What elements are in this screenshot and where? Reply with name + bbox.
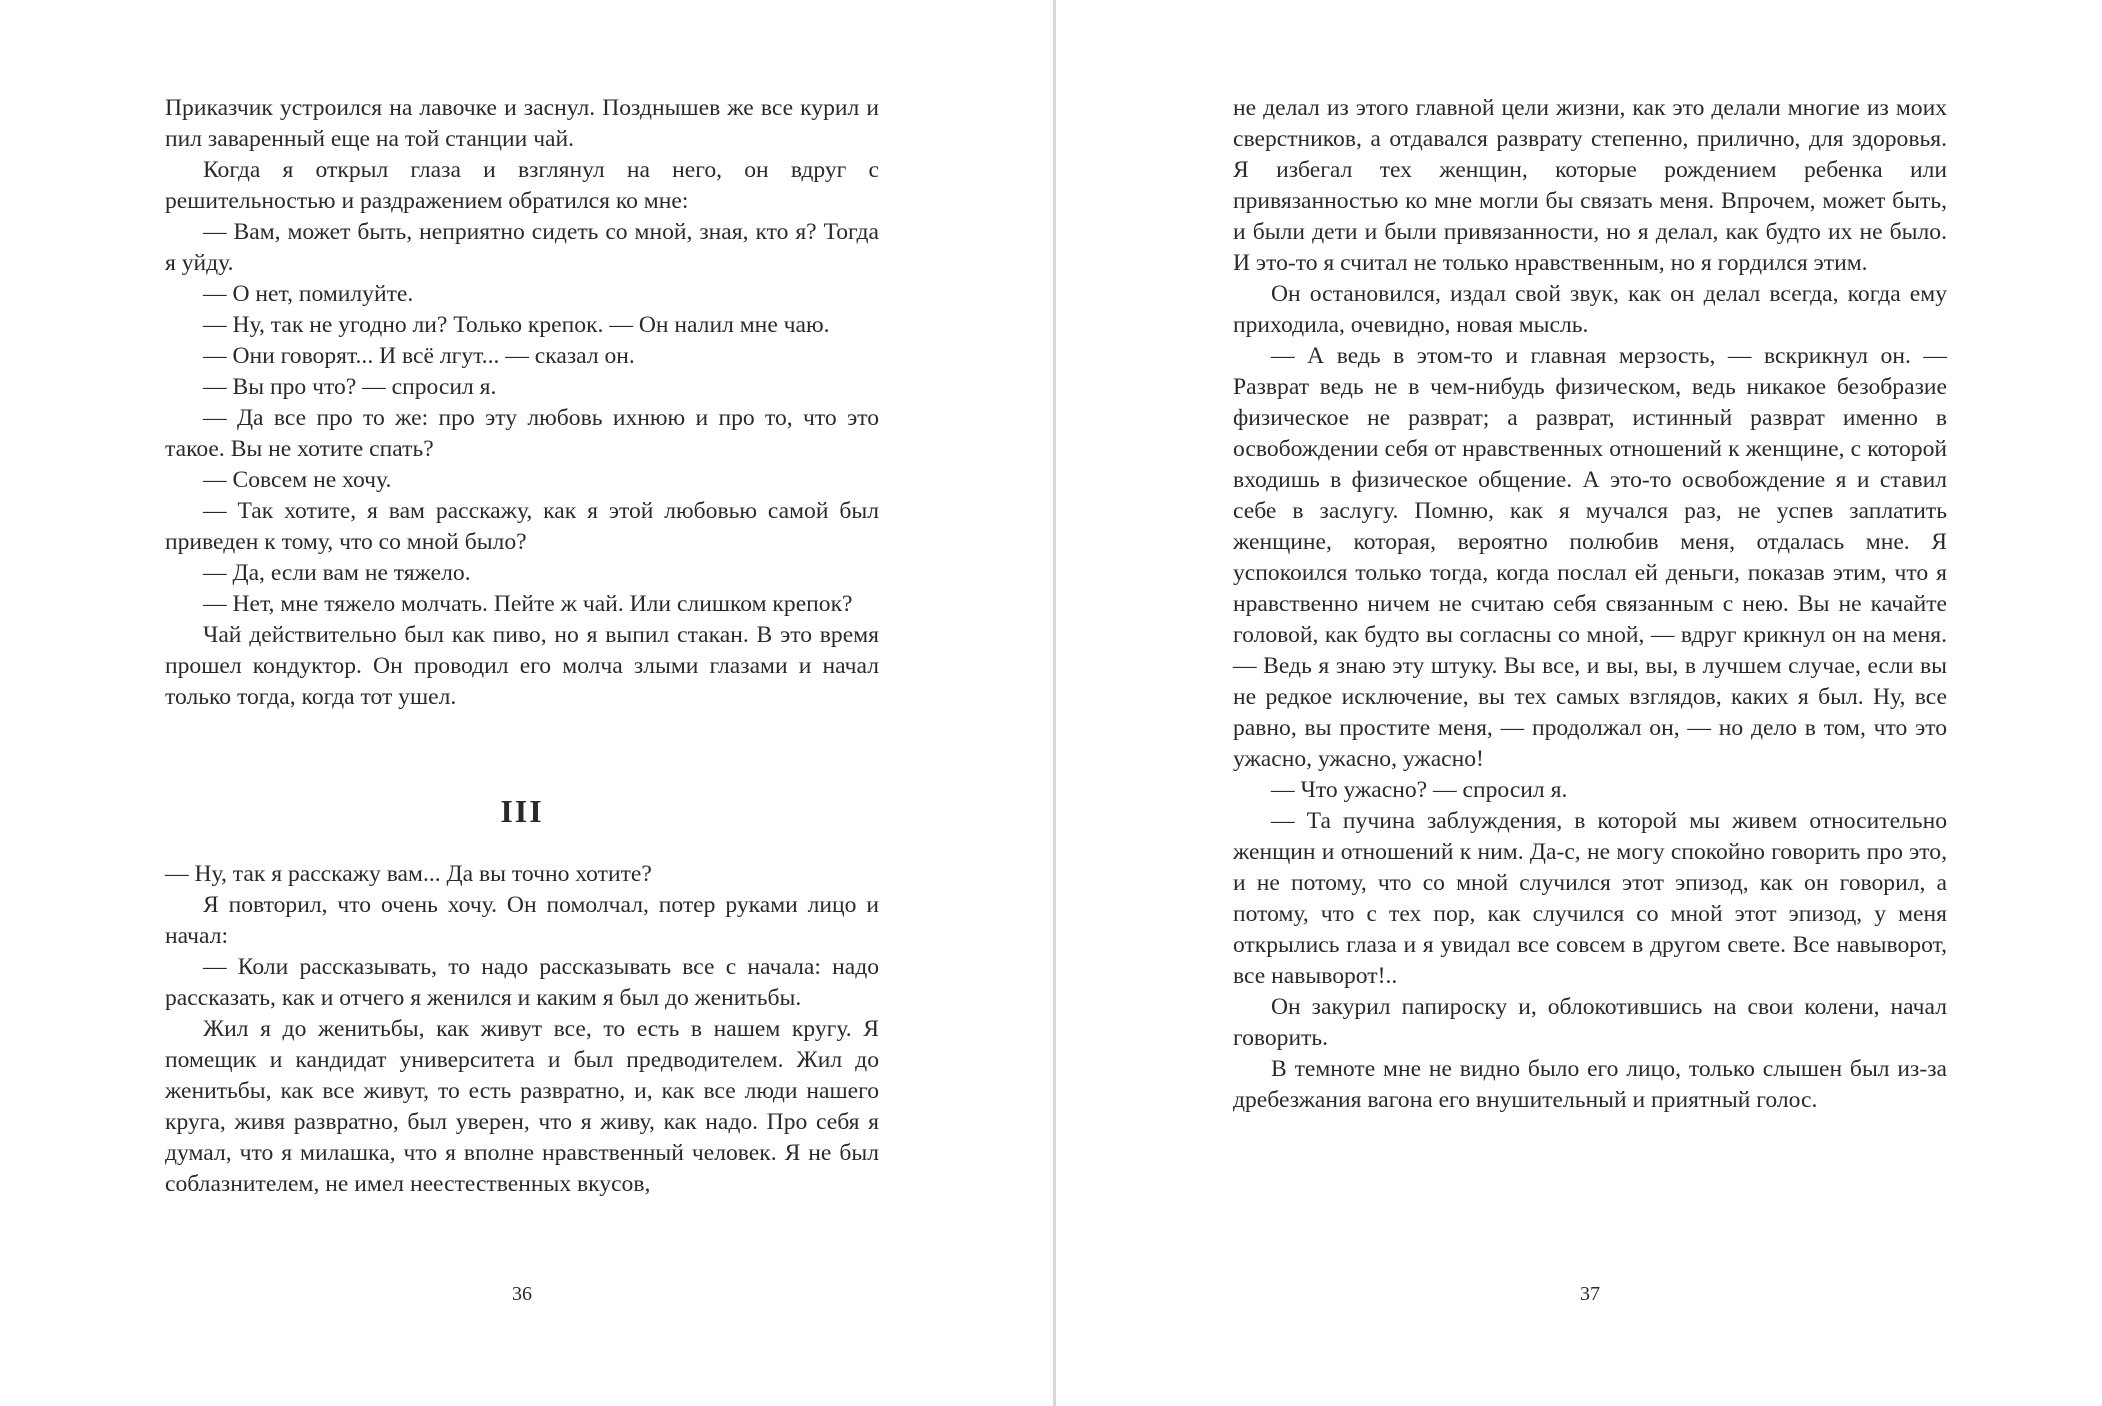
page-number-right: 37 <box>1580 1283 1600 1305</box>
paragraph: — Вы про что? — спросил я. <box>203 374 497 400</box>
paragraph: — Ну, так я расскажу вам... Да вы точно хотите? <box>165 861 652 887</box>
paragraph: Он остановился, издал свой звук, как он делал всегда, когда ему приходила, очевидно, новая мысль. <box>1233 281 1947 338</box>
paragraph: — Та пучина заблуждения, в которой мы живем относительно женщин и отношений к ним. Да-с, не могу спокойно говорить про это, и не потому, что со мной случился этот эпизод, как он говорил, а потому, что с тех пор, как случился со мной этот эпизод, у меня открылись глаза и я увидал все совсем в другом свете. Все навыворот, все навыворот!.. <box>1233 808 1947 989</box>
paragraph: — А ведь в этом-то и главная мерзость, — вскрикнул он. — Разврат ведь не в чем-нибудь физическом, ведь никакое безобразие физическое не разврат; а разврат, истинный разврат именно в освобождении себя от нравственных отношений к женщине, с которой входишь в физическое общение. А это-то освобождение я и ставил себе в заслугу. Помню, как я мучался раз, не успев заплатить женщине, которая, вероятно полюбив меня, отдалась мне. Я успокоился только тогда, когда послал ей деньги, показав этим, что я нравственно ничем не считаю себя связанным с нею. Вы не качайте головой, как будто вы согласны со мной, — вдруг крикнул он на меня. — Ведь я знаю эту штуку. Вы все, и вы, вы, в лучшем случае, если вы не редкое исключение, вы тех самых взглядов, каких я был. Ну, все равно, вы простите меня, — продолжал он, — но дело в том, что это ужасно, ужасно, ужасно! <box>1233 343 1947 772</box>
paragraph: — Ну, так не угодно ли? Только крепок. — Он налил мне чаю. <box>203 312 830 338</box>
paragraph: Приказчик устроился на лавочке и заснул. Позднышев же все курил и пил заваренный еще на той станции чай. <box>165 95 879 152</box>
right-page <box>1056 0 2102 1406</box>
paragraph: — Коли рассказывать, то надо рассказывать все с начала: надо рассказать, как и отчего я женился и каким я был до женитьбы. <box>165 954 879 1011</box>
paragraph: — Что ужасно? — спросил я. <box>1271 777 1568 803</box>
page-number-left: 36 <box>512 1283 532 1305</box>
paragraph: — Вам, может быть, неприятно сидеть со мной, зная, кто я? Тогда я уйду. <box>165 219 879 276</box>
paragraph: — Да, если вам не тяжело. <box>203 560 471 586</box>
paragraph: — Так хотите, я вам расскажу, как я этой любовью самой был приведен к тому, что со мной было? <box>165 498 879 555</box>
paragraph: Я повторил, что очень хочу. Он помолчал, потер руками лицо и начал: <box>165 892 879 949</box>
paragraph: Он закурил папироску и, облокотившись на свои колени, начал говорить. <box>1233 994 1947 1051</box>
paragraph: — Они говорят... И всё лгут... — сказал он. <box>203 343 635 369</box>
paragraph: — Да все про то же: про эту любовь ихнюю и про то, что это такое. Вы не хотите спать? <box>165 405 879 462</box>
paragraph: Жил я до женитьбы, как живут все, то есть в нашем кругу. Я помещик и кандидат университета и был предводителем. Жил до женитьбы, как все живут, то есть развратно, и, как все люди нашего круга, живя развратно, был уверен, что я живу, как надо. Про себя я думал, что я милашка, что я вполне нравственный человек. Я не был соблазнителем, не имел неестественных вкусов, <box>165 1016 879 1197</box>
right-page-text <box>1233 93 1947 1116</box>
chapter-heading: III <box>500 793 544 829</box>
paragraph: Чай действительно был как пиво, но я выпил стакан. В это время прошел кондуктор. Он проводил его молча злыми глазами и начал только тогда, когда тот ушел. <box>165 622 879 710</box>
left-page-text <box>165 93 879 1200</box>
paragraph: Когда я открыл глаза и взглянул на него, он вдруг с решительностью и раздражением обратился ко мне: <box>165 157 879 214</box>
paragraph: — Совсем не хочу. <box>203 467 392 493</box>
paragraph: не делал из этого главной цели жизни, как это делали многие из моих сверстников, а отдавался разврату степенно, прилично, для здоровья. Я избегал тех женщин, которые рождением ребенка или привязанностью ко мне могли бы связать меня. Впрочем, может быть, и были дети и были привязанности, но я делал, как будто их не было. И это-то я считал не только нравственным, но я гордился этим. <box>1233 95 1947 276</box>
paragraph: В темноте мне не видно было его лицо, только слышен был из-за дребезжания вагона его внушительный и приятный голос. <box>1233 1056 1947 1113</box>
paragraph: — О нет, помилуйте. <box>203 281 414 307</box>
paragraph: — Нет, мне тяжело молчать. Пейте ж чай. Или слишком крепок? <box>203 591 853 617</box>
